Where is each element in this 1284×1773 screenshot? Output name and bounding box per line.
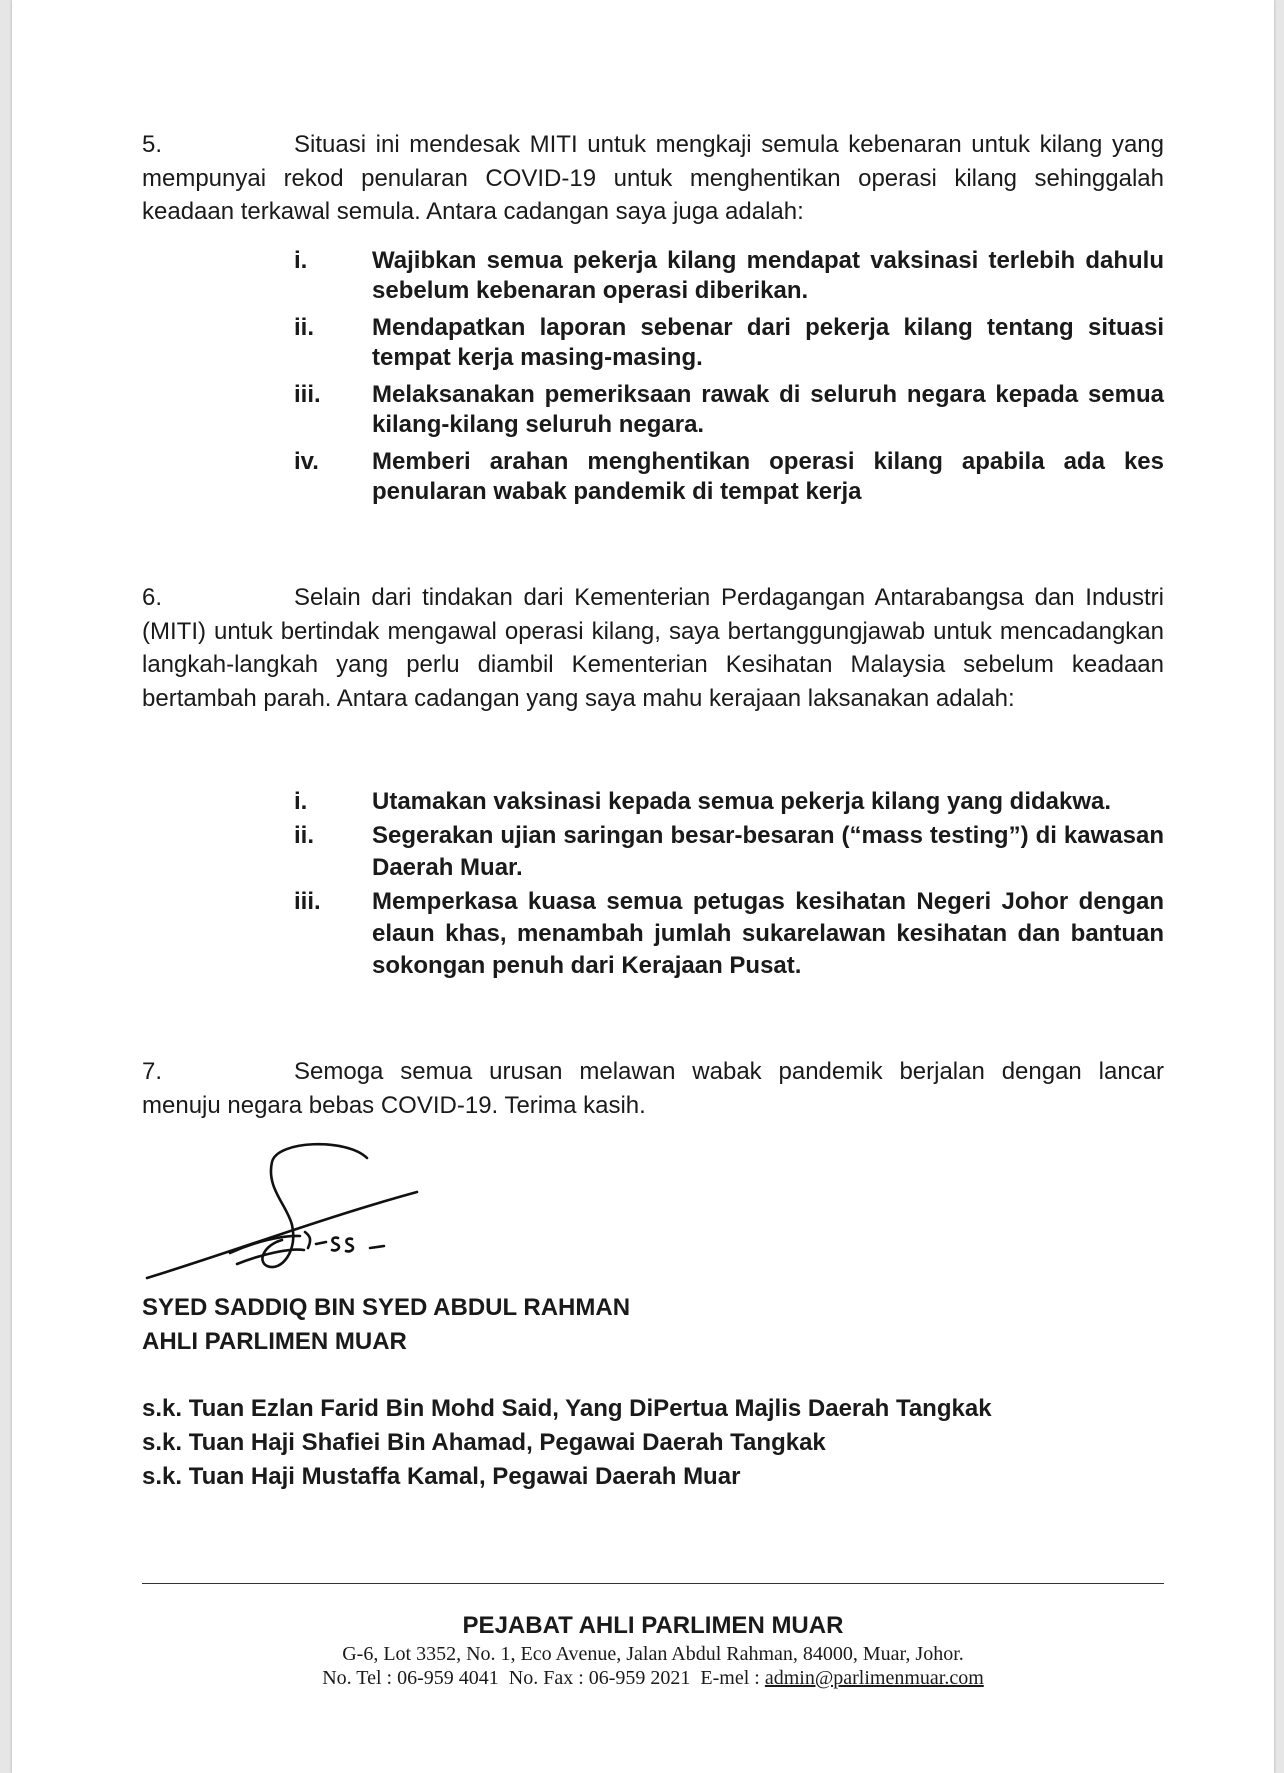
list-item-number: iii. [294,888,321,915]
list-item [294,246,1164,306]
office-contact [142,1666,1164,1690]
cc-item: s.k. Tuan Haji Mustaffa Kamal, Pegawai Daerah Muar [142,1463,741,1490]
footer-divider [142,1583,1164,1584]
paragraph-5-list [142,246,1164,507]
paragraph-6-block [142,581,1164,715]
list-item [294,380,1164,440]
letterhead-footer [142,1610,1164,1690]
list-item-text: Memperkasa kuasa semua petugas kesihatan Negeri Johor dengan elaun khas, menambah jumlah sukarelawan kesihatan dan bantuan sokongan penuh dari Kerajaan Pusat. [372,888,1164,979]
list-item-text: Memberi arahan menghentikan operasi kilang apabila ada kes penularan wabak pandemik di tempat kerja [372,448,1164,505]
paragraph-6 [142,581,1164,715]
paragraph-6-number: 6. [142,584,163,611]
list-item [294,447,1164,507]
list-item-number: iii. [294,381,321,408]
cc-item: s.k. Tuan Haji Shafiei Bin Ahamad, Pegawai Daerah Tangkak [142,1429,826,1456]
list-item-text: Wajibkan semua pekerja kilang mendapat vaksinasi terlebih dahulu sebelum kebenaran operasi diberikan. [372,247,1164,304]
paragraph-5-list-block [142,246,1164,507]
list-item-number: ii. [294,822,315,849]
office-name: PEJABAT AHLI PARLIMEN MUAR [462,1612,844,1639]
list-item-text: Utamakan vaksinasi kepada semua pekerja kilang yang didakwa. [372,788,1112,815]
signatory-title: AHLI PARLIMEN MUAR [142,1328,407,1355]
paragraph-5-number: 5. [142,131,163,158]
paragraph-5-text: Situasi ini mendesak MITI untuk mengkaji semula kebenaran untuk kilang yang mempunyai rekod penularan COVID-19 untuk menghentikan operasi kilang sehinggalah keadaan terkawal semula. Antara cadangan saya juga adalah: [142,131,1164,225]
list-item [294,313,1164,373]
paragraph-7-block [142,1055,1164,1122]
signatory-block [142,1291,1164,1359]
cc-item: s.k. Tuan Ezlan Farid Bin Mohd Said, Yang DiPertua Majlis Daerah Tangkak [142,1395,992,1422]
paragraph-5 [142,128,1164,229]
paragraph-6-text: Selain dari tindakan dari Kementerian Perdagangan Antarabangsa dan Industri (MITI) untuk bertindak mengawal operasi kilang, saya bertanggungjawab untuk mencadangkan langkah-langkah yang perlu diambil Kementerian Kesihatan Malaysia sebelum keadaan bertambah parah. Antara cadangan yang saya mahu kerajaan laksanakan adalah: [142,584,1164,712]
email-link[interactable]: admin@parlimenmuar.com [764,1667,984,1689]
list-item [294,820,1164,884]
paragraph-6-list [142,786,1164,982]
handwritten-signature [142,1140,442,1290]
list-item-number: ii. [294,314,315,341]
list-item-number: iv. [294,448,319,475]
list-item [294,886,1164,982]
paragraph-5-block [142,128,1164,229]
list-item-text: Segerakan ujian saringan besar-besaran (“mass testing”) di kawasan Daerah Muar. [372,822,1164,881]
list-item [294,786,1164,818]
paragraph-7 [142,1055,1164,1122]
list-item-text: Mendapatkan laporan sebenar dari pekerja kilang tentang situasi tempat kerja masing-masing. [372,314,1164,371]
paragraph-7-number: 7. [142,1058,163,1085]
list-item-number: i. [294,247,308,274]
office-address: G-6, Lot 3352, No. 1, Eco Avenue, Jalan Abdul Rahman, 84000, Muar, Johor. [342,1643,964,1665]
contact-phone-fax: No. Tel : 06-959 4041 No. Fax : 06-959 2021 E-mel : [322,1667,765,1689]
signatory-name: SYED SADDIQ BIN SYED ABDUL RAHMAN [142,1294,631,1321]
list-item-number: i. [294,788,308,815]
list-item-text: Melaksanakan pemeriksaan rawak di seluruh negara kepada semua kilang-kilang seluruh negara. [372,381,1164,438]
paragraph-6-list-block [142,786,1164,982]
paragraph-7-text: Semoga semua urusan melawan wabak pandemik berjalan dengan lancar menuju negara bebas COVID-19. Terima kasih. [142,1058,1164,1119]
document-page [12,0,1274,1773]
cc-list [142,1392,1164,1494]
